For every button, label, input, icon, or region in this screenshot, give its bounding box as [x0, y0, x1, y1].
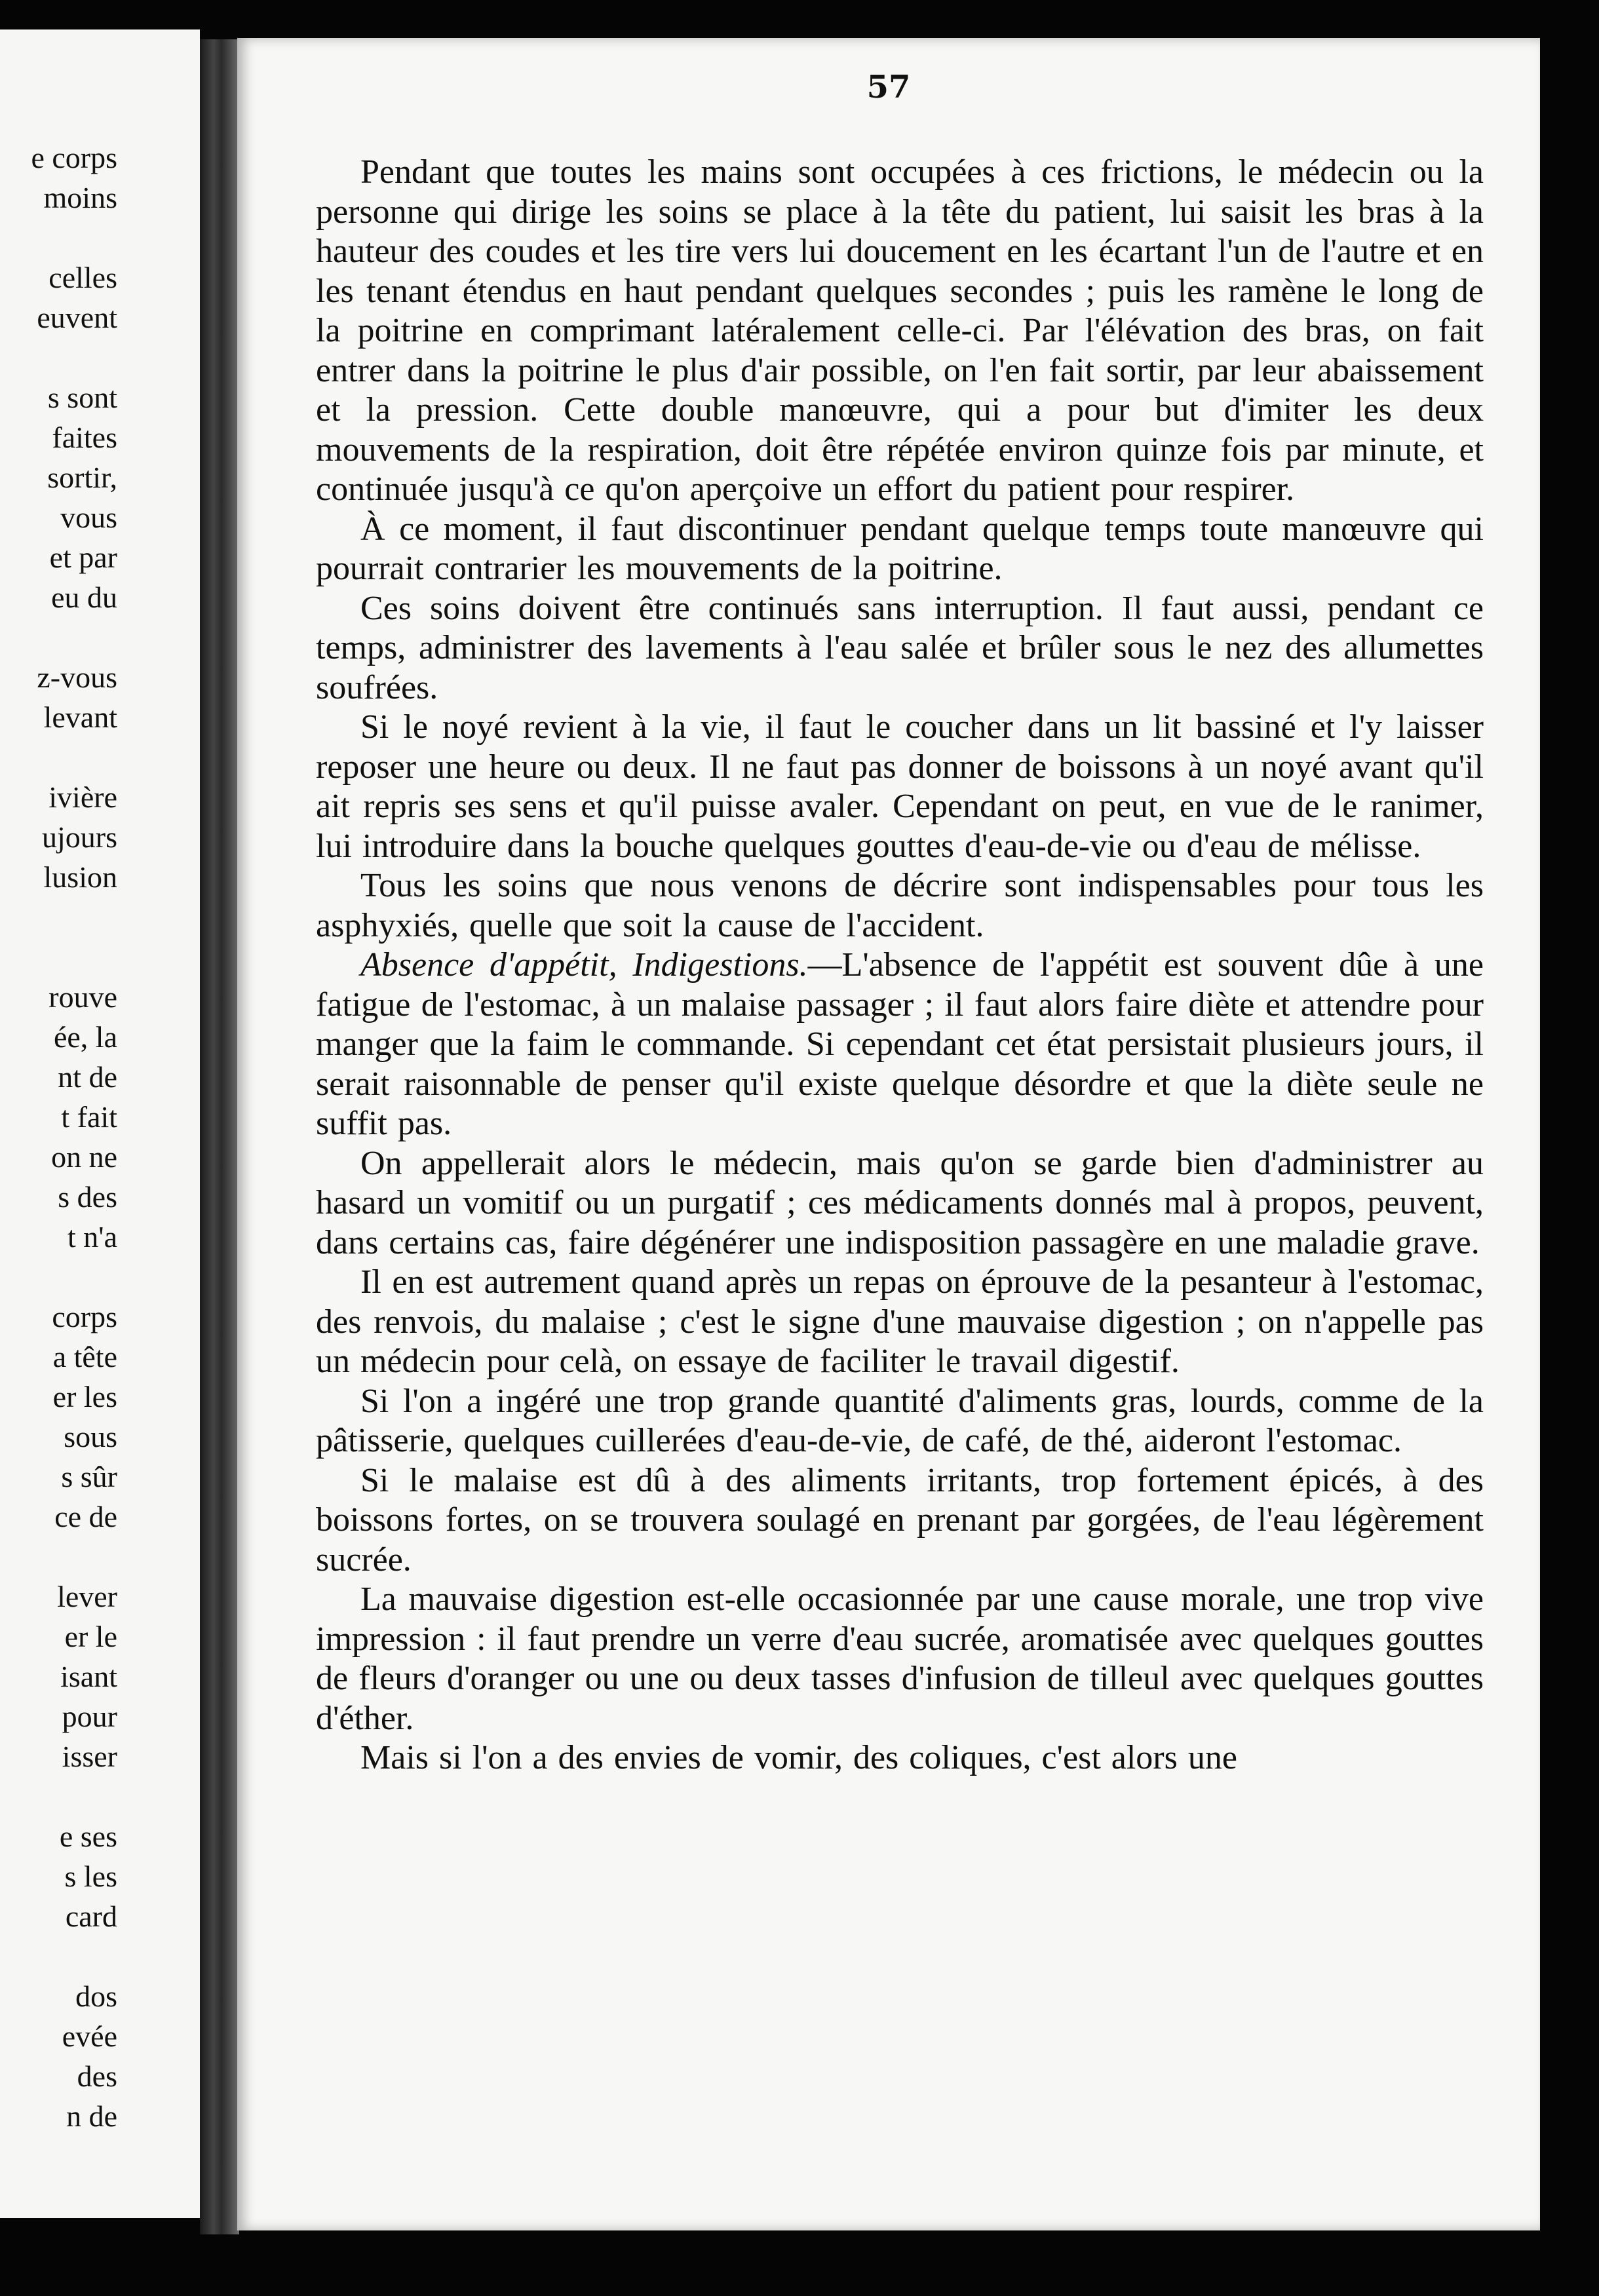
left-page-line — [0, 1776, 117, 1816]
paragraph-text: Tous les soins que nous venons de décrire sont indispensables pour tous les asphyxiés, quelle que soit la cause de l'accident. — [316, 867, 1484, 944]
left-page-line: isant — [60, 1660, 117, 1693]
left-page-line: ujours — [42, 820, 117, 854]
left-page-line — [0, 1257, 117, 1297]
left-page-line: e corps — [31, 141, 117, 174]
left-page-line: eu du — [51, 581, 117, 614]
left-page-line: t n'a — [67, 1220, 117, 1253]
left-page-line: des — [77, 2059, 117, 2093]
paragraph-text: Ces soins doivent être continués sans interruption. Il faut aussi, pendant ce temps, administrer des lavements à l'eau salée et brûler sous le nez des allumettes soufrées. — [316, 589, 1484, 706]
paragraph-text: Il en est autrement quand après un repas on éprouve de la pesanteur à l'estomac, des renvois, du malaise ; c'est le signe d'une mauvaise digestion ; on n'appelle pas un médecin pour celà, on essaye de faciliter le travail digestif. — [316, 1263, 1484, 1380]
left-page-line: evée — [62, 2019, 117, 2053]
left-page-line: s des — [58, 1180, 117, 1214]
left-page-line: et par — [49, 541, 117, 574]
left-page-line: faites — [52, 421, 117, 454]
left-page-line: pour — [62, 1700, 117, 1733]
paragraph-text: Mais si l'on a des envies de vomir, des coliques, c'est alors une — [360, 1739, 1237, 1776]
left-page-text — [0, 138, 117, 2136]
page-number: 57 — [866, 69, 911, 105]
paragraph-text: La mauvaise digestion est-elle occasionnée par une cause morale, une trop vive impression : il faut prendre un verre d'eau sucrée, aromatisée avec quelques gouttes de fleurs d'oranger ou une ou deux tasses d'infusion de tilleul avec quelques gouttes d'éther. — [316, 1580, 1484, 1737]
left-page-line: isser — [62, 1740, 117, 1773]
left-page-line: card — [65, 1900, 117, 1933]
left-page-line: s sûr — [61, 1460, 117, 1493]
left-page-line: corps — [52, 1300, 117, 1333]
left-page-line: s sont — [47, 381, 117, 414]
left-page-line: s les — [64, 1860, 117, 1893]
paragraph — [316, 1144, 1484, 1263]
left-page-line: sortir, — [47, 461, 117, 494]
left-page-line: z-vous — [37, 660, 117, 694]
paragraph — [316, 1263, 1484, 1382]
right-page — [237, 38, 1540, 2230]
left-page-line — [0, 737, 117, 777]
left-page-line: t fait — [61, 1100, 117, 1134]
paragraph — [316, 708, 1484, 866]
left-page-line — [0, 1936, 117, 1976]
left-page-line: sous — [64, 1420, 117, 1453]
left-page-line: euvent — [37, 301, 117, 334]
left-page-line: lever — [57, 1580, 117, 1613]
scan-border — [1540, 38, 1599, 2230]
paragraph-text: À ce moment, il faut discontinuer pendant quelque temps toute manœuvre qui pourrait contrarier les mouvements de la poitrine. — [316, 510, 1484, 587]
paragraph-text: Si l'on a ingéré une trop grande quantité d'aliments gras, lourds, comme de la pâtisserie, quelques cuillerées d'eau-de-vie, de café, de thé, aideront l'estomac. — [316, 1382, 1484, 1459]
left-page-line: er le — [64, 1620, 117, 1653]
paragraph-text: —L'absence de l'appétit est souvent dûe à une fatigue de l'estomac, à un malaise passager ; il faut alors faire diète et attendre pour manger que la faim le commande. Si cependant cet état persistait plusieurs jours, il serait raisonnable de penser qu'il existe quelque désordre et que la diète seule ne suffit pas. — [316, 946, 1484, 1142]
left-page-line: lusion — [43, 860, 117, 894]
left-page-line: dos — [75, 1980, 117, 2013]
paragraph — [316, 946, 1484, 1144]
left-page-line: nt de — [58, 1060, 117, 1094]
left-page-line: ivière — [48, 780, 117, 814]
left-page-line — [0, 897, 117, 937]
paragraph-text: On appellerait alors le médecin, mais qu'on se garde bien d'administrer au hasard un vomitif ou un purgatif ; ces médicaments donnés mal à propos, peuvent, dans certains cas, faire dégénérer une indisposition passagère en une maladie grave. — [316, 1144, 1484, 1261]
left-page-line: ce de — [54, 1500, 117, 1533]
left-page-line — [0, 617, 117, 657]
paragraph — [316, 1461, 1484, 1580]
paragraph — [316, 589, 1484, 708]
left-page-line: a tête — [52, 1340, 117, 1373]
left-page-line: vous — [60, 501, 117, 534]
paragraph — [316, 1382, 1484, 1461]
paragraph-text: Si le malaise est dû à des aliments irritants, trop fortement épicés, à des boissons fortes, on se trouvera soulagé en prenant par gorgées, de l'eau légèrement sucrée. — [316, 1461, 1484, 1578]
left-page-line: er les — [52, 1380, 117, 1413]
left-page-line: rouve — [48, 980, 117, 1014]
book-gutter — [200, 39, 239, 2234]
left-page-line: e ses — [59, 1820, 117, 1853]
left-page-line: n de — [66, 2099, 117, 2133]
paragraph — [316, 153, 1484, 510]
paragraph-text: Pendant que toutes les mains sont occupées à ces frictions, le médecin ou la personne qui dirige les soins se place à la tête du patient, lui saisit les bras à la hauteur des coudes et les tire vers lui doucement en les écartant l'un de l'autre et en les tenant étendus en haut pendant quelques secondes ; puis les ramène le long de la poitrine en comprimant latéralement celle-ci. Par l'élévation des bras, on fait entrer dans la poitrine le plus d'air possible, on l'en fait sortir, par leur abaissement et la pression. Cette double manœuvre, qui a pour but d'imiter les deux mouvements de la respiration, doit être répétée environ quinze fois par minute, et continuée jusqu'à ce qu'on aperçoive un effort du patient pour respirer. — [316, 153, 1484, 508]
left-page-line — [0, 218, 117, 258]
left-page-line — [0, 337, 117, 377]
left-page-line: moins — [43, 181, 117, 214]
left-page-line: levant — [43, 700, 117, 734]
body-text — [316, 153, 1484, 1778]
left-page-line: on ne — [51, 1140, 117, 1174]
left-page-line: ée, la — [53, 1020, 117, 1054]
left-page-line: celles — [48, 261, 117, 294]
left-page-fragment — [0, 29, 200, 2218]
left-page-line — [0, 1537, 117, 1577]
paragraph — [316, 1738, 1484, 1778]
paragraph — [316, 510, 1484, 589]
left-page-line — [0, 937, 117, 977]
paragraph-text: Si le noyé revient à la vie, il faut le coucher dans un lit bassiné et l'y laisser reposer une heure ou deux. Il ne faut pas donner de boissons à un noyé avant qu'il ait repris ses sens et qu'il puisse avaler. Cependant on peut, en vue de le ranimer, lui introduire dans la bouche quelques gouttes d'eau-de-vie ou d'eau de mélisse. — [316, 708, 1484, 865]
paragraph — [316, 1580, 1484, 1738]
section-heading: Absence d'appétit, Indigestions. — [360, 946, 808, 984]
paragraph — [316, 866, 1484, 946]
